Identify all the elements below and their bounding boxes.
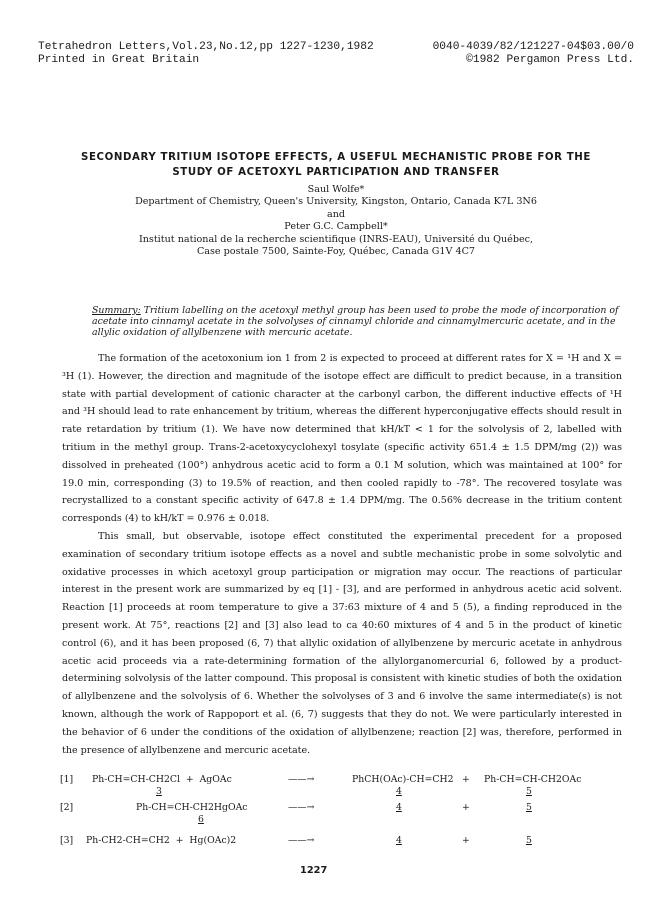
plus-sign: +: [462, 835, 470, 846]
affiliation-2b: Case postale 7500, Sainte-Foy, Québec, Canada G1V 4C7: [196, 246, 476, 258]
equation-number: [1]: [60, 774, 74, 785]
plus-sign: +: [462, 774, 470, 785]
summary-text: Tritium labelling on the acetoxyl methyl group has been used to probe the mode of incorporation of acetate into cinnamyl acetate in the solvolyses of cinnamyl chloride and cinnamylmercuric acetate, and in the allylic oxidation of allylbenzene with mercuric acetate.: [92, 305, 619, 339]
affiliation-1: Department of Chemistry, Queen's University, Kingston, Ontario, Canada K7L 3N6: [135, 196, 537, 208]
product-1-label: 4: [396, 786, 402, 797]
author-2: Peter G.C. Campbell*: [284, 221, 388, 233]
product-1: 4: [396, 835, 402, 846]
article-title: [40, 150, 632, 180]
equation-number: [3]: [60, 835, 74, 846]
paragraph-1: The formation of the acetoxonium ion 1 from 2 is expected to proceed at different rates for X = ¹H and X = ³H (1). However, the direction and magnitude of the isotope effect are difficult to predict because, in a transition state with partial development of cationic character at the carbonyl carbon, the different inductive effects of ¹H and ³H should lead to rate enhancement by tritium, whereas the different hyperconjugative effects should result in rate retardation by tritium (1). We have now determined that kH/kT < 1 for the solvolysis of 2, labelled with tritium in the methyl group. Trans-2-acetoxycyclohexyl tosylate (specific activity 651.4 ± 1.5 DPM/mg (2)) was dissolved in preheated (100°) anhydrous acetic acid to form a 0.1 M solution, which was maintained at 100° for 19.0 min, corresponding (3) to 19.5% of reaction, and then cooled rapidly to -78°. The recovered tosylate was recrystallized to a constant specific activity of 647.8 ± 1.4 DPM/mg. The 0.56% decrease in the tritium content corresponds (4) to kH/kT = 0.976 ± 0.018.: [62, 353, 622, 525]
compound-label: 6: [198, 814, 204, 825]
author-1: Saul Wolfe*: [307, 184, 365, 195]
product-2: 5: [526, 835, 532, 846]
title-line-2: STUDY OF ACETOXYL PARTICIPATION AND TRANSFER: [172, 167, 500, 178]
product-1: 4: [396, 802, 402, 813]
product-2: 5: [526, 802, 532, 813]
author-block: [40, 184, 632, 258]
summary: [92, 305, 622, 339]
equation-number: [2]: [60, 802, 74, 813]
printed-location: Printed in Great Britain: [38, 54, 200, 66]
title-line-1: SECONDARY TRITIUM ISOTOPE EFFECTS, A USEFUL MECHANISTIC PROBE FOR THE: [81, 152, 591, 163]
product-2: Ph-CH=CH-CH2OAc: [484, 774, 582, 785]
journal-header: [38, 41, 634, 67]
summary-label: Summary:: [92, 305, 141, 316]
product-1: PhCH(OAc)-CH=CH2: [352, 774, 454, 785]
affiliation-2a: Institut national de la recherche scientifique (INRS-EAU), Université du Québec,: [138, 233, 534, 245]
reaction-arrow: ——→: [288, 802, 315, 813]
compound-label: 3: [156, 786, 162, 797]
copyright: ©1982 Pergamon Press Ltd.: [466, 54, 634, 66]
reaction-arrow: ——→: [288, 774, 315, 785]
page-number: 1227: [300, 865, 328, 876]
plus-sign: +: [462, 802, 470, 813]
and-separator: and: [326, 208, 346, 220]
product-2-label: 5: [526, 786, 532, 797]
body-text: [62, 350, 622, 759]
issn-price: 0040-4039/82/121227-04$03.00/0: [432, 41, 634, 53]
reactant: Ph-CH2-CH=CH2 + Hg(OAc)2: [86, 835, 237, 846]
reactant: Ph-CH=CH-CH2Cl + AgOAc: [92, 774, 232, 785]
paragraph-2: This small, but observable, isotope effect constituted the experimental precedent for a proposed examination of secondary tritium isotope effects as a novel and subtle mechanistic probe in some solvolytic and oxidative processes in which acetoxyl group participation or migration may occur. The reactions of particular interest in the present work are summarized by eq [1] - [3], and are performed in anhydrous acetic acid solvent. Reaction [1] proceeds at room temperature to give a 37:63 mixture of 4 and 5 (5), a finding reproduced in the present work. At 75°, reactions [2] and [3] also lead to ca 40:60 mixtures of 4 and 5 in the product of kinetic control (6), and it has been proposed (6, 7) that allylic oxidation of allylbenzene by mercuric acetate in anhydrous acetic acid proceeds via a rate-determining formation of the allylorganomercurial 6, followed by a product-determining solvolysis of the latter compound. This proposal is consistent with kinetic studies of both the oxidation of allylbenzene and the solvolysis of 6. Whether the solvolyses of 3 and 6 involve the same intermediate(s) is not known, although the work of Rappoport et al. (6, 7) suggests that they do not. We were particularly interested in the behavior of 6 under the conditions of the oxidation of allylbenzene; reaction [2] was, therefore, performed in the presence of allylbenzene and mercuric acetate.: [62, 530, 622, 756]
reaction-arrow: ——→: [288, 835, 315, 846]
journal-citation: Tetrahedron Letters,Vol.23,No.12,pp 1227-1230,1982: [38, 41, 374, 53]
reactant: Ph-CH=CH-CH2HgOAc: [136, 802, 248, 813]
